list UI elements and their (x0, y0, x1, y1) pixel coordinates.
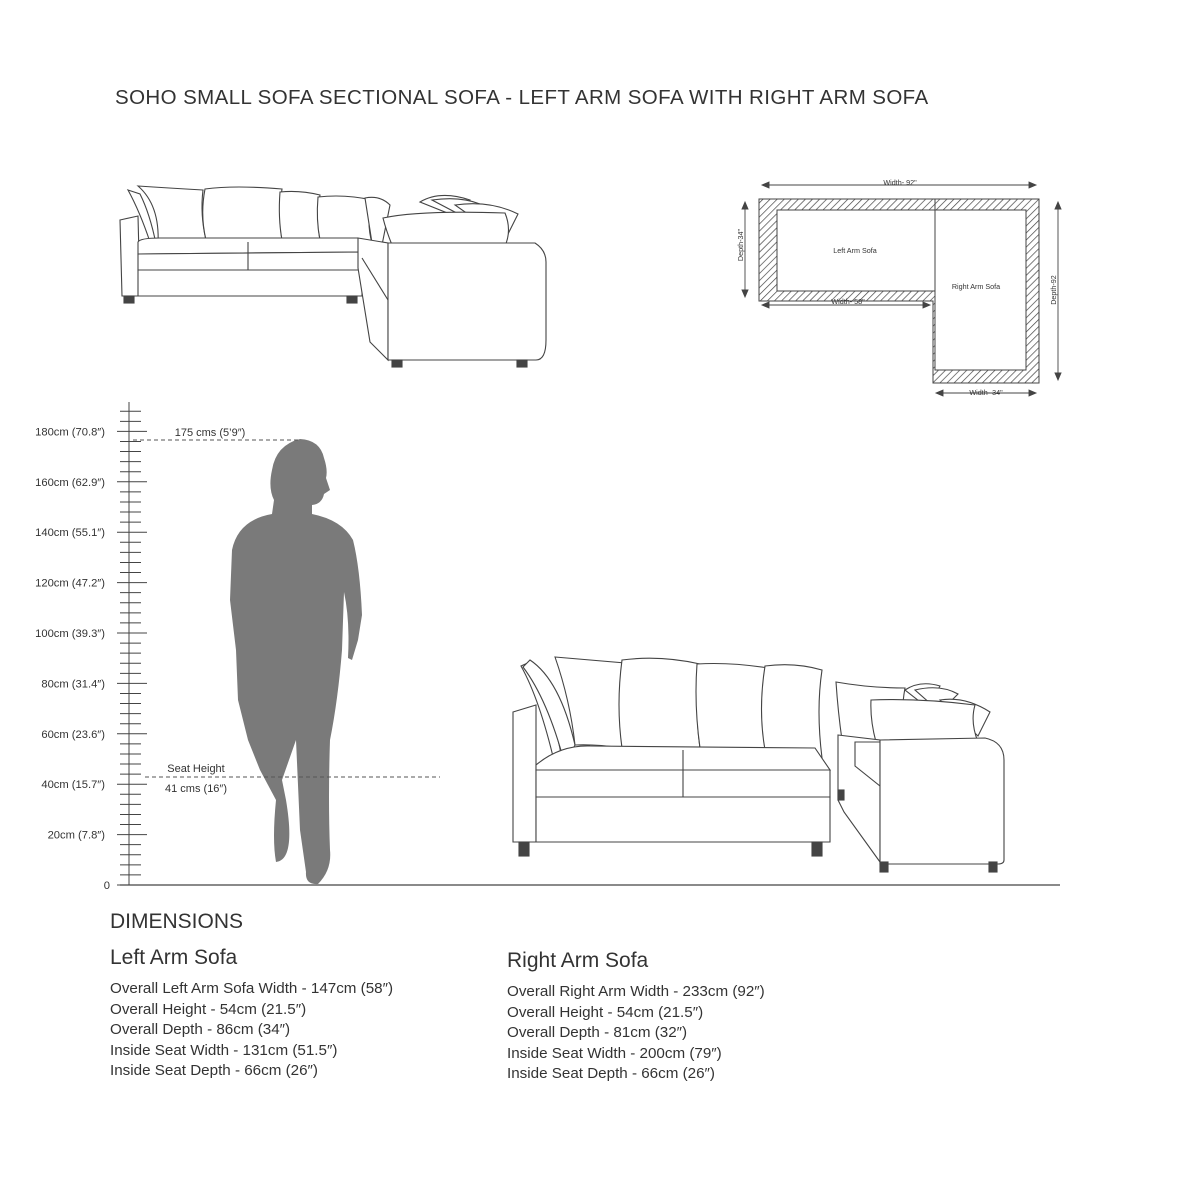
ruler-tick-label: 40cm (15.7″) (41, 779, 105, 792)
plan-width-bottom: Width- 34" (969, 388, 1003, 397)
person-height-label: 175 cms (5’9″) (174, 427, 246, 439)
plan-depth-left: Depth-34" (736, 228, 745, 262)
spec-item: Overall Right Arm Width - 233cm (92″) (507, 983, 765, 1000)
floor-plan-diagram (730, 170, 1070, 405)
right-spec-list (507, 982, 765, 1085)
ruler-tick-label: 80cm (31.4″) (41, 678, 105, 691)
ruler-tick-label: 140cm (55.1″) (35, 527, 105, 540)
left-arm-sofa-specs (110, 946, 393, 1082)
dimensions-heading: DIMENSIONS (110, 910, 244, 933)
seat-height-value: 41 cms (16″) (165, 783, 227, 795)
spec-item: Overall Height - 54cm (21.5″) (110, 1000, 307, 1018)
left-spec-list (110, 979, 393, 1082)
spec-item: Inside Seat Width - 131cm (51.5″) (110, 1041, 338, 1059)
ruler-tick-label: 60cm (23.6″) (41, 728, 105, 741)
left-arm-sofa-elevation (513, 657, 830, 856)
left-arm-sofa-title: Left Arm Sofa (110, 946, 238, 969)
seat-height-label: Seat Height (167, 763, 225, 775)
right-arm-sofa-title: Right Arm Sofa (507, 949, 649, 972)
ruler-tick-label: 100cm (39.3″) (35, 628, 105, 640)
sectional-sofa-drawing (112, 178, 552, 373)
ruler-tick-label: 160cm (62.9″) (35, 476, 105, 489)
ruler-labels (35, 426, 110, 892)
height-ruler (117, 402, 147, 885)
person-silhouette (230, 439, 362, 884)
spec-item: Inside Seat Depth - 66cm (26″) (110, 1062, 318, 1080)
plan-width-mid: Width- 58" (831, 297, 865, 306)
spec-item: Overall Depth - 81cm (32″) (507, 1024, 688, 1042)
spec-item: Overall Height - 54cm (21.5″) (507, 1003, 704, 1021)
spec-item: Inside Seat Width - 200cm (79″) (507, 1044, 722, 1062)
spec-item: Overall Depth - 86cm (34″) (110, 1021, 291, 1039)
height-scale-diagram (0, 395, 1191, 895)
ruler-tick-label: 20cm (7.8″) (47, 829, 105, 842)
ruler-tick-label: 120cm (47.2″) (35, 577, 105, 590)
ruler-tick-label: 180cm (70.8″) (35, 426, 105, 439)
spec-item: Overall Left Arm Sofa Width - 147cm (58″) (110, 980, 394, 997)
plan-right-label: Right Arm Sofa (951, 282, 1001, 291)
spec-item: Inside Seat Depth - 66cm (26″) (507, 1065, 715, 1083)
plan-width-top: Width- 92" (883, 178, 917, 187)
ruler-zero-label: 0 (103, 880, 110, 892)
plan-outline (759, 199, 1039, 383)
page-title: SOHO SMALL SOFA SECTIONAL SOFA - LEFT ARM SOFA WITH RIGHT ARM SOFA (115, 86, 929, 109)
plan-depth-right: Depth-92 (1049, 275, 1058, 305)
right-arm-sofa-specs (507, 949, 765, 1085)
plan-left-label: Left Arm Sofa (833, 246, 877, 255)
right-arm-sofa-elevation (836, 682, 1004, 872)
